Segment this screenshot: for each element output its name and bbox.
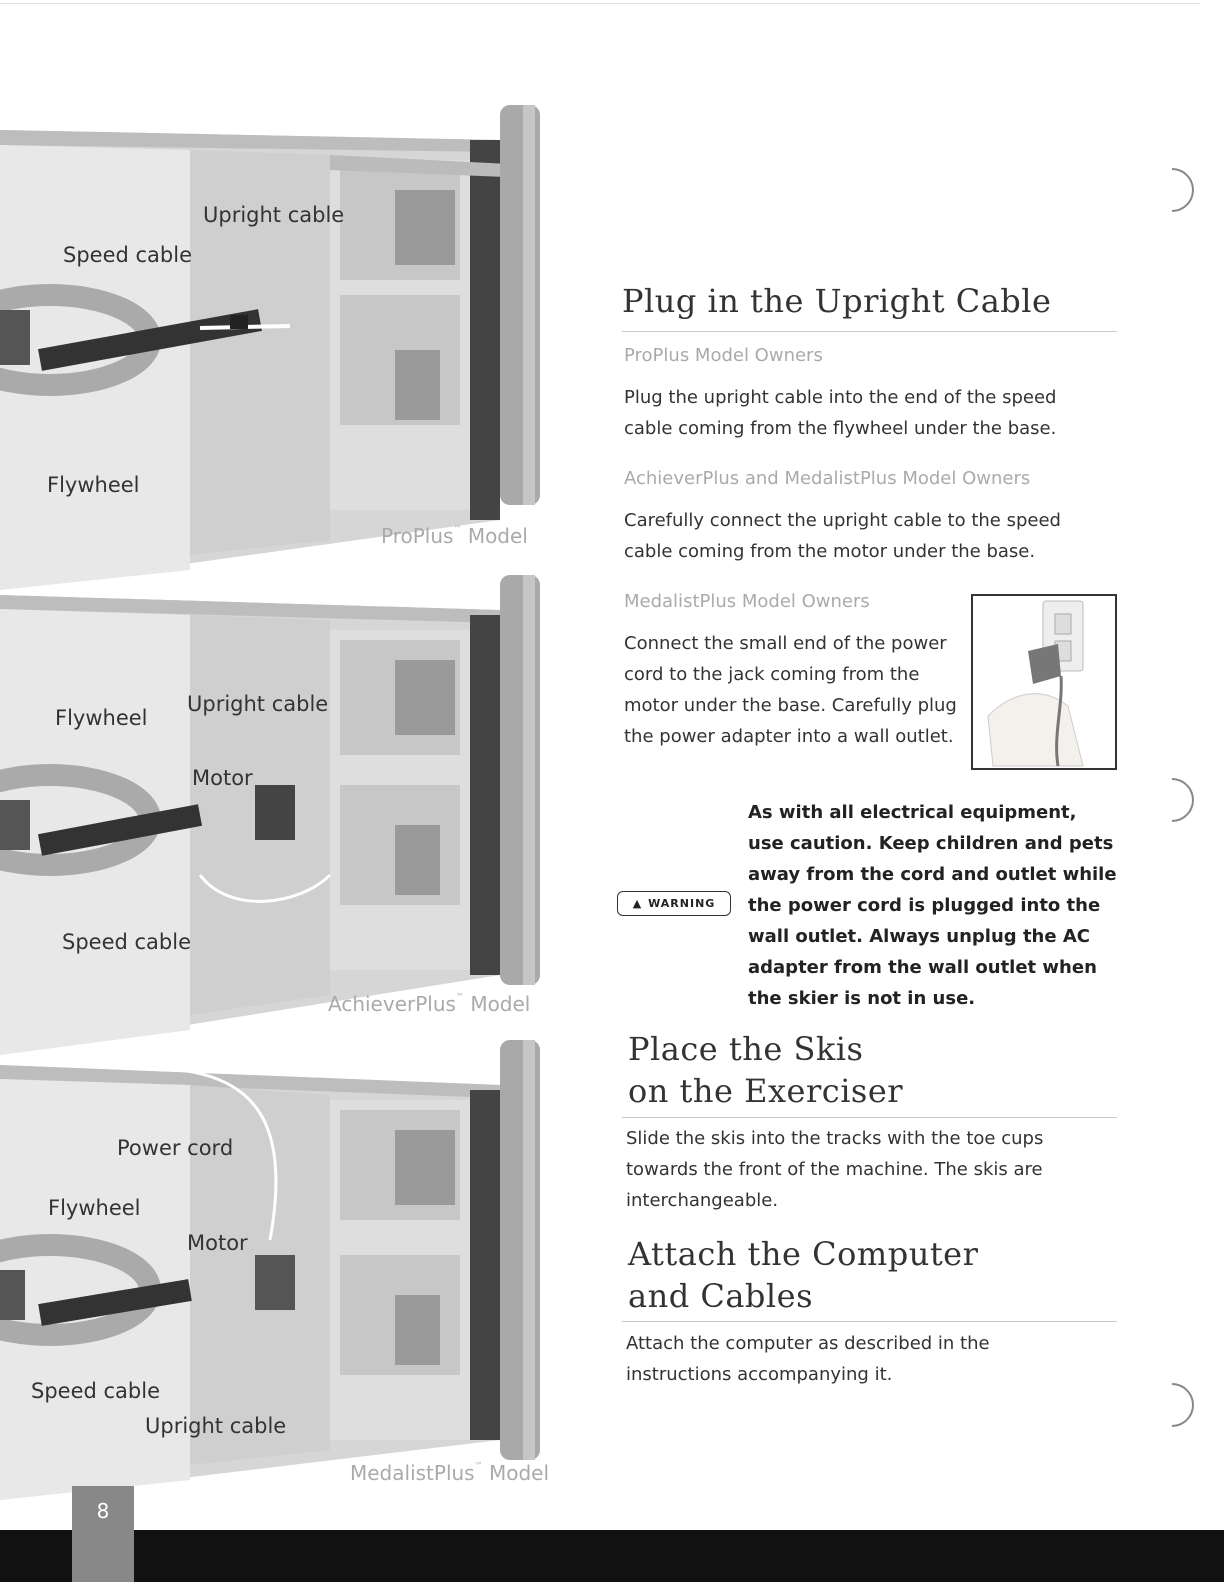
heading-rule xyxy=(622,1117,1117,1118)
place-skis-instructions: Slide the skis into the tracks with the toe cups towards the front of the machine. The skis are interchangeable. xyxy=(626,1128,1044,1211)
flywheel-label: Flywheel xyxy=(55,706,148,730)
flywheel-label: Flywheel xyxy=(47,473,140,497)
achiever-medalist-owners-subhead: AchieverPlus and MedalistPlus Model Owners xyxy=(624,468,1031,489)
page-number: 8 xyxy=(96,1499,110,1523)
attach-computer-heading-line2: and Cables xyxy=(628,1277,813,1315)
medalistplus-model-caption: MedalistPlus™ Model xyxy=(350,1461,550,1485)
place-skis-heading-line1: Place the Skis xyxy=(628,1030,864,1068)
proplus-owners-subhead: ProPlus Model Owners xyxy=(624,345,823,366)
proplus-illustration xyxy=(0,100,600,590)
speed-cable-label: Speed cable xyxy=(31,1379,161,1403)
proplus-instructions: Plug the upright cable into the end of the speed cable coming from the flywheel under the base. xyxy=(624,387,1057,439)
binder-ring-mark xyxy=(1141,159,1203,221)
warning-triangle-icon: ▲ xyxy=(632,897,643,910)
heading-rule xyxy=(622,331,1117,332)
binder-ring-mark xyxy=(1141,769,1203,831)
electrical-warning-text: As with all electrical equipment, use caution. Keep children and pets away from the cord and outlet while the power cord is plugged into the wall outlet. Always unplug the AC adapter from the wall outlet when the skier is not in use. xyxy=(748,802,1117,1009)
medalistplus-illustration xyxy=(0,1040,600,1510)
medalist-instructions: Connect the small end of the power cord to the jack coming from the motor under the base. Carefully plug the power adapter into a wall outlet. xyxy=(624,633,957,747)
power-cord-label: Power cord xyxy=(117,1136,234,1160)
plug-in-upright-cable-heading: Plug in the Upright Cable xyxy=(622,282,1052,320)
upright-cable-label: Upright cable xyxy=(145,1414,287,1438)
attach-computer-heading-line1: Attach the Computer xyxy=(628,1235,979,1273)
motor-label: Motor xyxy=(187,1231,248,1255)
top-border-line xyxy=(0,3,1200,4)
heading-rule xyxy=(622,1321,1117,1322)
power-adapter-photo xyxy=(971,594,1117,770)
proplus-model-caption: ProPlus™ Model xyxy=(381,524,528,548)
upright-cable-label: Upright cable xyxy=(187,692,329,716)
speed-cable-label: Speed cable xyxy=(62,930,192,954)
warning-badge xyxy=(617,891,731,916)
footer-bar xyxy=(0,1530,1224,1582)
motor-label: Motor xyxy=(192,766,253,790)
flywheel-label: Flywheel xyxy=(48,1196,141,1220)
binder-ring-mark xyxy=(1141,1374,1203,1436)
speed-cable-label: Speed cable xyxy=(63,243,193,267)
upright-cable-label: Upright cable xyxy=(203,203,345,227)
achiever-instructions: Carefully connect the upright cable to the speed cable coming from the motor under the base. xyxy=(624,510,1061,562)
warning-badge-label: WARNING xyxy=(648,897,716,910)
achieverplus-model-caption: AchieverPlus™ Model xyxy=(328,992,531,1016)
place-skis-heading-line2: on the Exerciser xyxy=(628,1072,904,1110)
medalist-owners-subhead: MedalistPlus Model Owners xyxy=(624,591,870,612)
attach-computer-instructions: Attach the computer as described in the instructions accompanying it. xyxy=(626,1333,990,1385)
